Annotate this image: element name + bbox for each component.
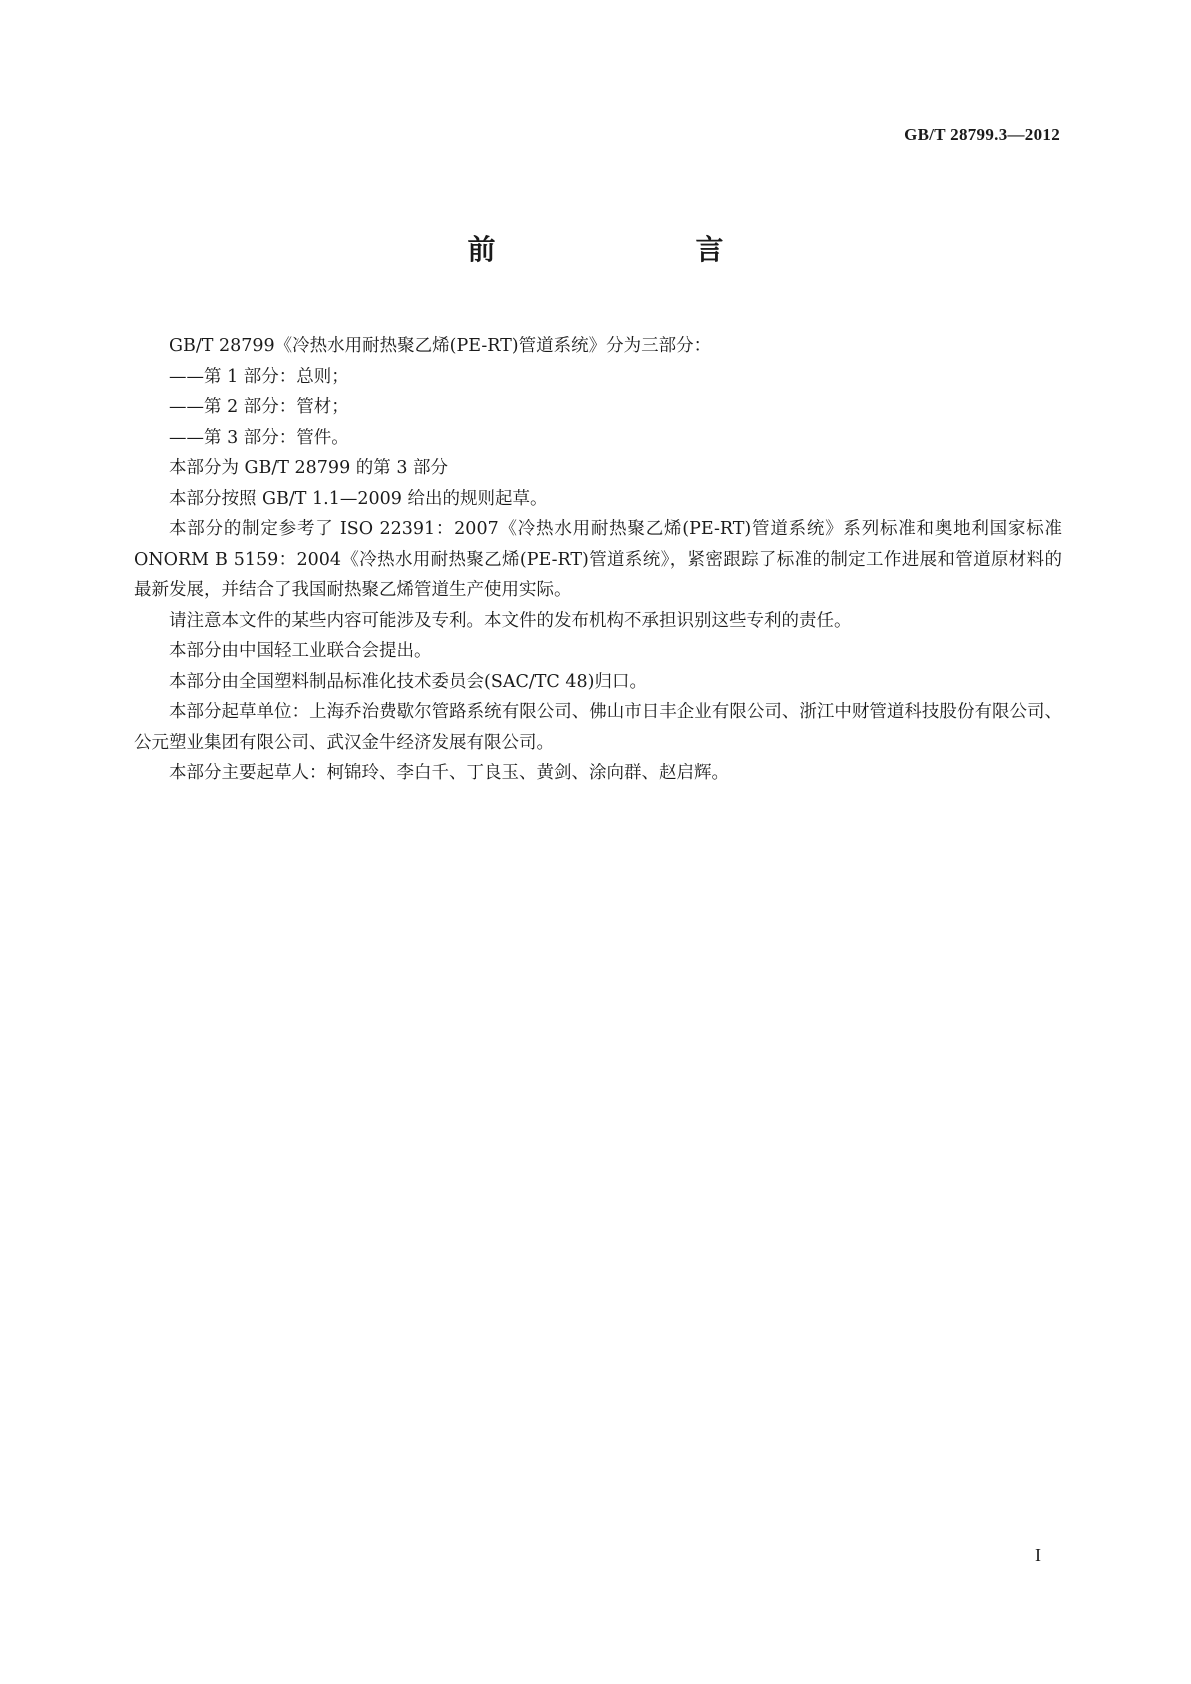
paragraph: 本部分由全国塑料制品标准化技术委员会(SAC/TC 48)归口。 — [169, 671, 647, 692]
foreword-body — [134, 331, 1062, 789]
page-number: I — [1035, 1545, 1041, 1565]
paragraph: 本部分的制定参考了 ISO 22391：2007《冷热水用耐热聚乙烯(PE-RT)管道系统》系列标准和奥地利国家标准 ONORM B 5159：2004《冷热水用耐热聚乙烯(PE-RT)管道系统》，紧密跟踪了标准的制定工作进展和管道原材料的最新发展，并结合了我国耐热聚乙烯管道生产使用实际。 — [134, 519, 1062, 600]
intro-paragraph: GB/T 28799《冷热水用耐热聚乙烯(PE-RT)管道系统》分为三部分： — [169, 336, 712, 356]
page-title: 前 言 — [467, 233, 772, 266]
paragraph: 本部分由中国轻工业联合会提出。 — [169, 641, 432, 661]
paragraph: 请注意本文件的某些内容可能涉及专利。本文件的发布机构不承担识别这些专利的责任。 — [169, 610, 852, 631]
paragraph: 本部分主要起草人：柯锦玲、李白千、丁良玉、黄剑、涂向群、赵启辉。 — [169, 763, 729, 783]
list-item: ——第 1 部分：总则； — [169, 366, 349, 387]
list-item: ——第 2 部分：管材； — [169, 397, 349, 417]
paragraph: 本部分按照 GB/T 1.1—2009 给出的规则起草。 — [169, 488, 548, 509]
paragraph: 本部分为 GB/T 28799 的第 3 部分 — [169, 458, 449, 478]
list-item: ——第 3 部分：管件。 — [169, 427, 349, 448]
paragraph: 本部分起草单位：上海乔治费歇尔管路系统有限公司、佛山市日丰企业有限公司、浙江中财管道科技股份有限公司、公元塑业集团有限公司、武汉金牛经济发展有限公司。 — [134, 702, 1062, 753]
standard-number: GB/T 28799.3—2012 — [904, 125, 1060, 144]
